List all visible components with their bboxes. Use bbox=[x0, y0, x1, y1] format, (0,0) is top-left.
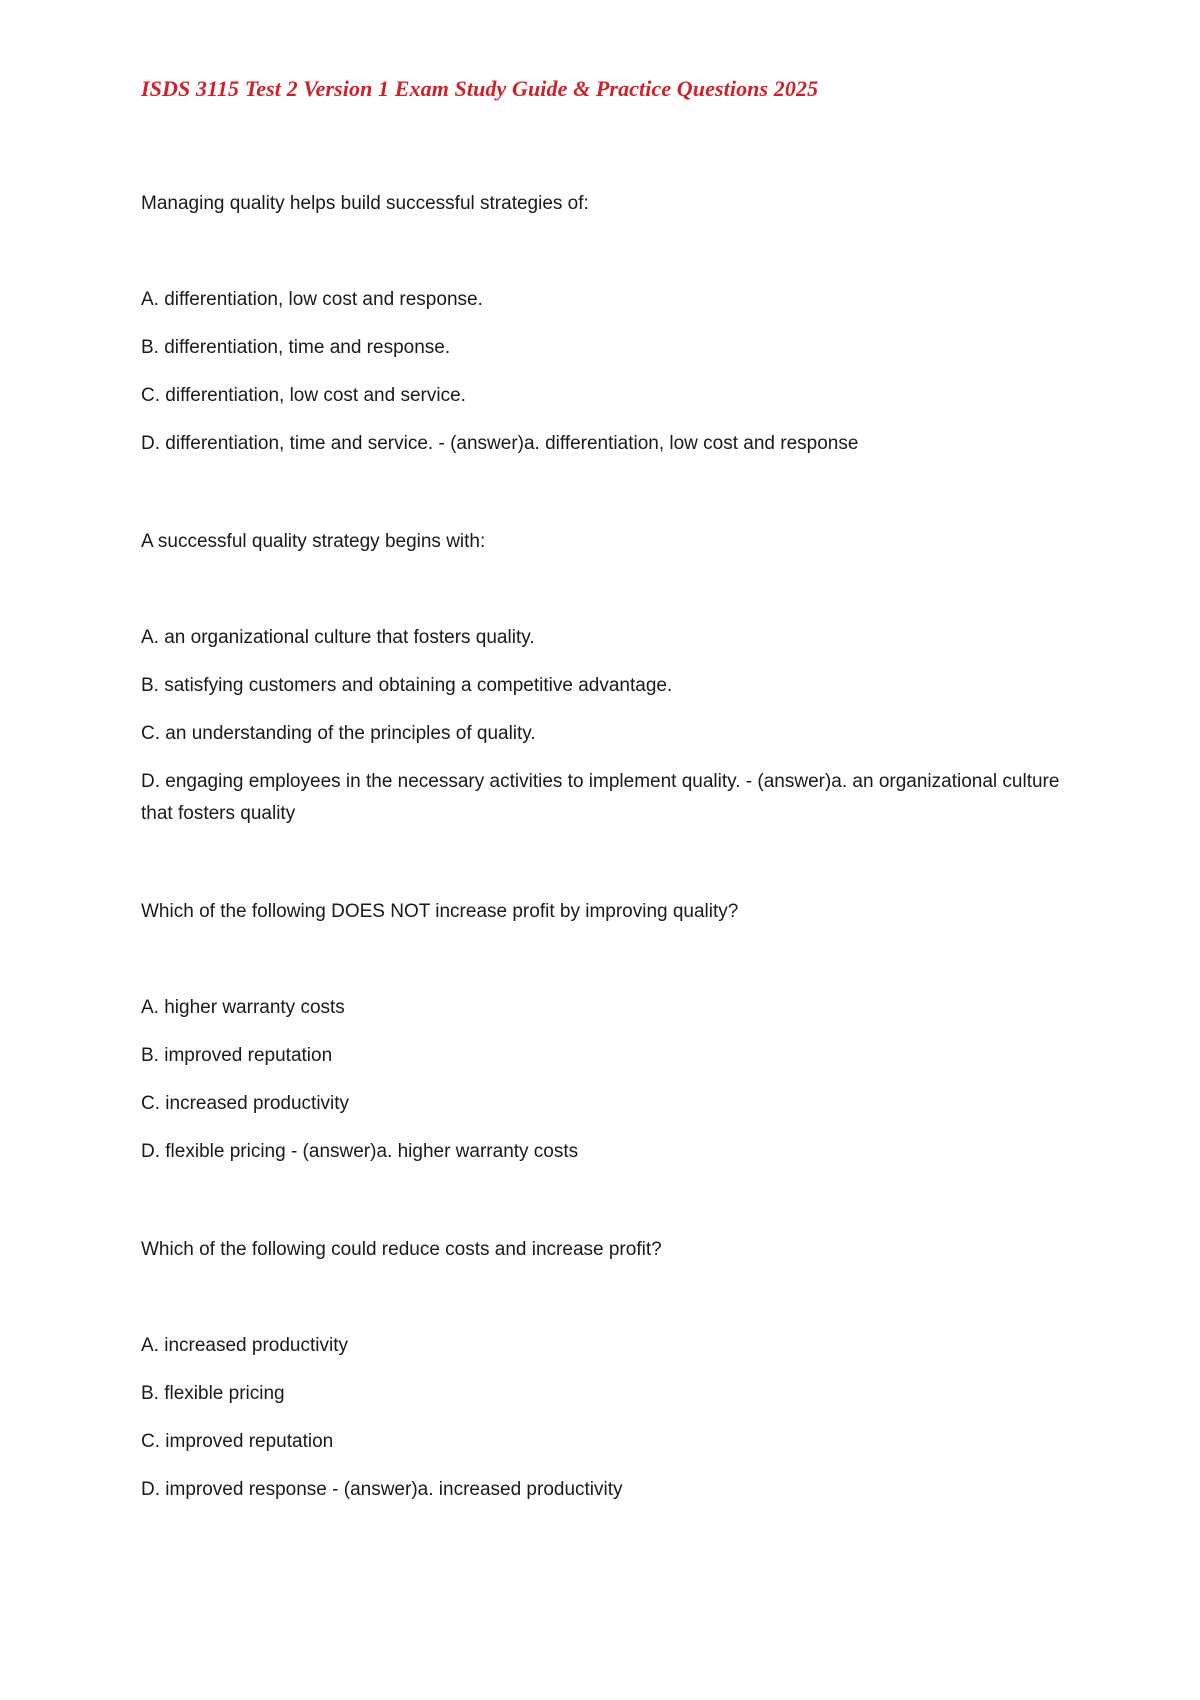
answer-options bbox=[141, 284, 1061, 460]
question-1 bbox=[141, 188, 1061, 460]
answer-options bbox=[141, 622, 1061, 830]
option-b: B. differentiation, time and response. bbox=[141, 337, 451, 358]
option-a: A. an organizational culture that fosters quality. bbox=[141, 627, 535, 648]
option-a: A. differentiation, low cost and response. bbox=[141, 289, 483, 310]
option-b: B. flexible pricing bbox=[141, 1383, 285, 1404]
question-stem: Managing quality helps build successful strategies of: bbox=[141, 193, 589, 214]
option-d-with-answer: D. flexible pricing - (answer)a. higher warranty costs bbox=[141, 1141, 579, 1162]
question-3 bbox=[141, 896, 1061, 1168]
question-stem: A successful quality strategy begins with: bbox=[141, 531, 486, 552]
option-d-with-answer: D. improved response - (answer)a. increased productivity bbox=[141, 1479, 623, 1500]
document-title: ISDS 3115 Test 2 Version 1 Exam Study Guide & Practice Questions 2025 bbox=[141, 76, 819, 101]
question-4 bbox=[141, 1234, 1061, 1506]
question-2 bbox=[141, 526, 1061, 830]
option-b: B. improved reputation bbox=[141, 1045, 333, 1066]
option-c: C. differentiation, low cost and service. bbox=[141, 385, 466, 406]
option-c: C. improved reputation bbox=[141, 1431, 334, 1452]
answer-options bbox=[141, 992, 1061, 1168]
option-b: B. satisfying customers and obtaining a competitive advantage. bbox=[141, 675, 673, 696]
option-d-with-answer: D. engaging employees in the necessary activities to implement quality. - (answer)a. an organizational culture that fosters quality bbox=[141, 771, 1060, 824]
question-stem: Which of the following could reduce costs and increase profit? bbox=[141, 1239, 662, 1260]
option-c: C. an understanding of the principles of quality. bbox=[141, 723, 536, 744]
option-c: C. increased productivity bbox=[141, 1093, 350, 1114]
option-d-with-answer: D. differentiation, time and service. - (answer)a. differentiation, low cost and response bbox=[141, 433, 859, 454]
answer-options bbox=[141, 1330, 1061, 1506]
option-a: A. higher warranty costs bbox=[141, 997, 345, 1018]
option-a: A. increased productivity bbox=[141, 1335, 348, 1356]
question-stem: Which of the following DOES NOT increase profit by improving quality? bbox=[141, 901, 739, 922]
